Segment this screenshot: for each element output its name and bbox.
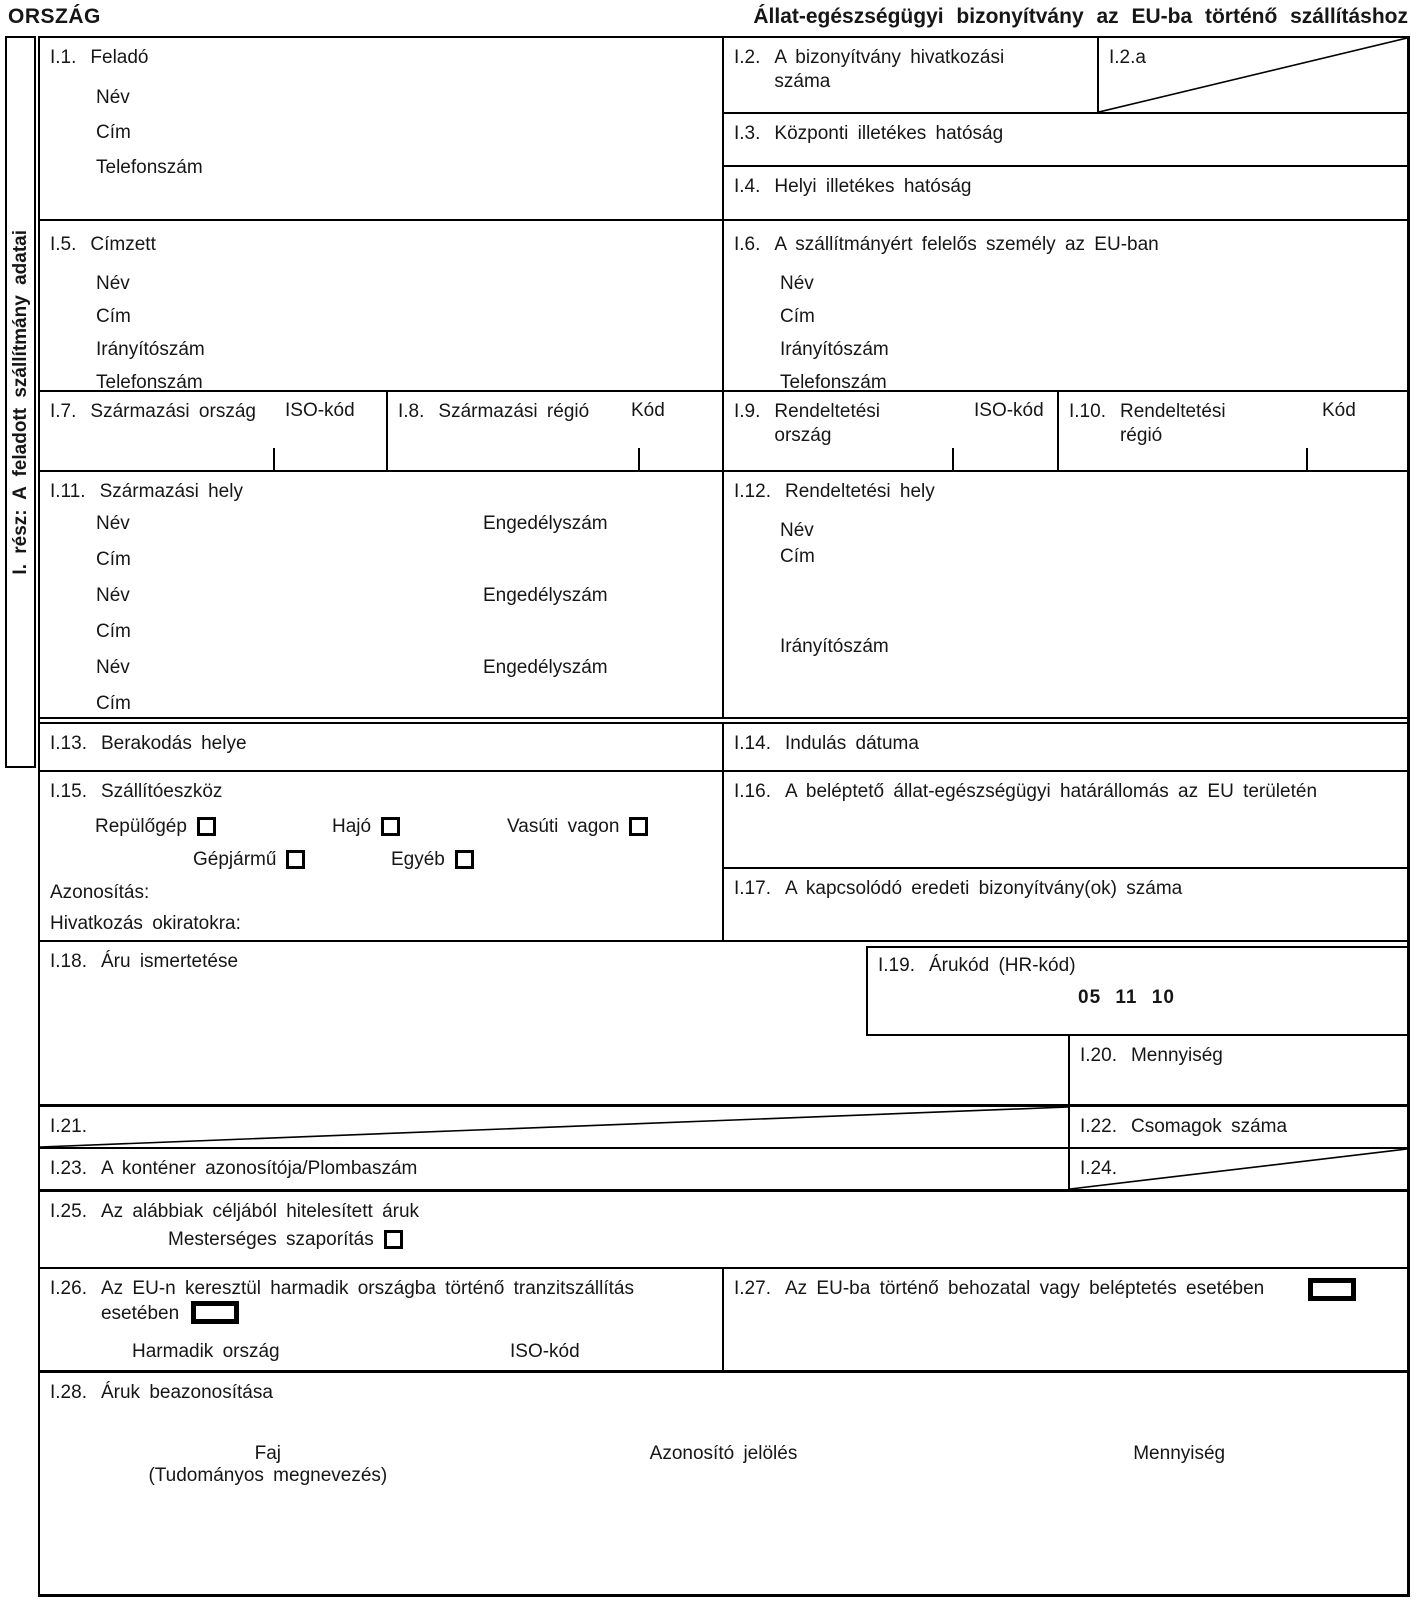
code-divider (1306, 448, 1308, 470)
commodity-table-headers (40, 1443, 1407, 1487)
identification-label: Azonosítás: (50, 882, 150, 903)
field-i13-place-of-loading: I.13. Berakodás helye (40, 724, 724, 770)
field-i10-region-of-destination: I.10. Rendeltetési régió Kód (1059, 392, 1407, 470)
line-name: Név (96, 512, 130, 534)
field-i28-identification-of-commodities: I.28. Áruk beazonosítása Faj (Tudományos megnevezés) Azonosító jelölés Mennyiség (40, 1373, 1407, 1594)
railway-wagon-checkbox[interactable] (629, 817, 648, 836)
line-address: Cím (96, 548, 131, 570)
ship-checkbox[interactable] (381, 817, 400, 836)
column-quantity: Mennyiség (1133, 1443, 1226, 1464)
row-consignor (40, 38, 1407, 221)
field-i2-certificate-reference: I.2. A bizonyítvány hivatkozási száma (724, 38, 1099, 112)
row-packages (40, 1107, 1407, 1149)
iso-code-label: ISO-kód (510, 1341, 580, 1362)
field-i8-region-of-origin: I.8. Származási régió Kód (388, 392, 724, 470)
field-i3-central-authority: I.3. Központi illetékes hatóság (734, 123, 1004, 144)
field-i22-number-of-packages: I.22. Csomagok száma (1080, 1116, 1288, 1137)
permit-number-label: Engedélyszám (483, 512, 608, 534)
diagonal-strike-icon (1070, 1149, 1407, 1189)
column-identification-mark: Azonosító jelölés (649, 1443, 798, 1464)
line-name: Név (780, 519, 814, 541)
field-i23-container-seal-number: I.23. A konténer azonosítója/Plombaszám (40, 1149, 1070, 1189)
row-consignee (40, 221, 1407, 392)
line-name: Név (96, 656, 130, 678)
field-label: Az EU-n keresztül harmadik országba történő tranzitszállítás (100, 1278, 634, 1299)
option-label: Hajó (332, 816, 372, 837)
field-i2a: I.2.a (1099, 38, 1407, 112)
field-i5-consignee: I.5. Címzett Név Cím Irányítószám Telefonszám (40, 221, 724, 390)
field-label: Feladó (90, 47, 149, 68)
field-number: I.1. (50, 47, 77, 68)
column-species: Faj (Tudományos megnevezés) (148, 1443, 388, 1486)
line-address: Cím (96, 620, 131, 642)
line-postcode: Irányítószám (780, 338, 889, 360)
row-transport (40, 772, 1407, 942)
code-divider (273, 448, 275, 470)
row-origin-destination-codes (40, 392, 1407, 472)
field-i7-country-of-origin: I.7. Származási ország ISO-kód (40, 392, 388, 470)
field-i9-country-of-destination: I.9. Rendeltetési ország ISO-kód (724, 392, 1059, 470)
part-one-sidebar (5, 36, 36, 768)
code-label: Kód (1322, 400, 1356, 421)
field-i21: I.21. (40, 1107, 1070, 1147)
line-phone: Telefonszám (780, 371, 887, 390)
permit-number-label: Engedélyszám (483, 656, 608, 678)
field-i17-original-certificates: I.17. A kapcsolódó eredeti bizonyítvány(ok) száma (734, 878, 1183, 899)
line-name: Név (96, 584, 130, 606)
field-i4-local-authority: I.4. Helyi illetékes hatóság (734, 176, 972, 197)
certificate-form (38, 36, 1410, 1597)
field-i27-import-admission-eu: I.27. Az EU-ba történő behozatal vagy beléptetés esetében (724, 1269, 1407, 1370)
line-name: Név (96, 272, 130, 294)
artificial-reproduction-checkbox[interactable] (384, 1230, 403, 1249)
field-i6-responsible-person: I.6. A szállítmányért felelős személy az EU-ban Név Cím Irányítószám Telefonszám (724, 221, 1407, 390)
line-postcode: Irányítószám (780, 635, 889, 657)
line-address: Cím (96, 692, 131, 714)
code-divider (952, 448, 954, 470)
row-place-of-origin (40, 472, 1407, 724)
permit-number-label: Engedélyszám (483, 584, 608, 606)
line-address: Cím (780, 545, 815, 567)
field-label-continued: esetében (100, 1302, 180, 1324)
airplane-checkbox[interactable] (197, 817, 216, 836)
code-divider (638, 448, 640, 470)
field-i19-commodity-code: I.19. Árukód (HR-kód) 05 11 10 (866, 946, 1407, 1036)
iso-code-label: ISO-kód (974, 400, 1044, 421)
line-address: Cím (96, 121, 131, 143)
field-i15-means-of-transport: I.15. Szállítóeszköz Repülőgép Hajó Vasúti vagon Gépjármű Egyéb Azonosítás: Hivatkozás okiratokra: (40, 772, 724, 940)
option-label: Mesterséges szaporítás (168, 1229, 374, 1250)
option-label: Vasúti vagon (507, 816, 620, 837)
road-vehicle-checkbox[interactable] (286, 850, 305, 869)
option-label: Repülőgép (95, 816, 187, 837)
field-i25-commodities-certified-for: I.25. Az alábbiak céljából hitelesített áruk Mesterséges szaporítás (50, 1201, 420, 1250)
field-i20-quantity: I.20. Mennyiség (1068, 1036, 1407, 1104)
code-label: Kód (631, 400, 665, 421)
field-i1-consignor (40, 38, 724, 219)
row-certified-purpose (40, 1192, 1407, 1269)
diagonal-strike-icon (1099, 38, 1407, 112)
row-commodity (40, 942, 1407, 1107)
line-name: Név (96, 86, 130, 108)
diagonal-strike-icon (40, 1107, 1068, 1147)
field-i11-place-of-origin: I.11. Származási hely Név Engedélyszám Cím Név Engedélyszám Cím Név Engedélyszám Cím (40, 472, 724, 717)
iso-code-label: ISO-kód (285, 400, 355, 421)
line-phone: Telefonszám (96, 156, 203, 178)
field-i26-transit-through-eu: I.26. Az EU-n keresztül harmadik országba történő tranzitszállítás esetében Harmadik ország ISO-kód (40, 1269, 724, 1370)
row-transit-import (40, 1269, 1407, 1373)
field-i16-entry-bip: I.16. A beléptető állat-egészségügyi határállomás az EU területén (734, 781, 1318, 802)
field-i12-place-of-destination: I.12. Rendeltetési hely Név Cím Irányítószám (724, 472, 1407, 717)
sidebar-label: I. rész: A feladott szállítmány adatai (9, 229, 31, 575)
row-container-seal (40, 1149, 1407, 1192)
line-phone: Telefonszám (96, 371, 203, 390)
option-label: Gépjármű (193, 849, 277, 870)
hs-code-value: 05 11 10 (1078, 986, 1175, 1008)
import-checkbox[interactable] (1308, 1278, 1356, 1301)
line-address: Cím (96, 305, 131, 327)
option-label: Egyéb (391, 849, 445, 870)
line-postcode: Irányítószám (96, 338, 205, 360)
field-i18-description-of-commodity: I.18. Áru ismertetése (50, 951, 239, 972)
row-loading-departure (40, 724, 1407, 772)
documentary-references-label: Hivatkozás okiratokra: (50, 913, 241, 934)
other-checkbox[interactable] (455, 850, 474, 869)
line-name: Név (780, 272, 814, 294)
country-header: ORSZÁG (8, 5, 101, 28)
field-i24: I.24. (1070, 1149, 1407, 1189)
field-label: A bizonyítvány hivatkozási száma (774, 47, 1005, 92)
row-identification-of-commodities (40, 1373, 1407, 1594)
third-country-label: Harmadik ország (132, 1341, 280, 1362)
page-title: Állat-egészségügyi bizonyítvány az EU-ba történő szállításhoz (753, 5, 1408, 28)
transit-checkbox[interactable] (191, 1301, 239, 1324)
field-i14-date-of-departure: I.14. Indulás dátuma (734, 733, 919, 754)
line-address: Cím (780, 305, 815, 327)
